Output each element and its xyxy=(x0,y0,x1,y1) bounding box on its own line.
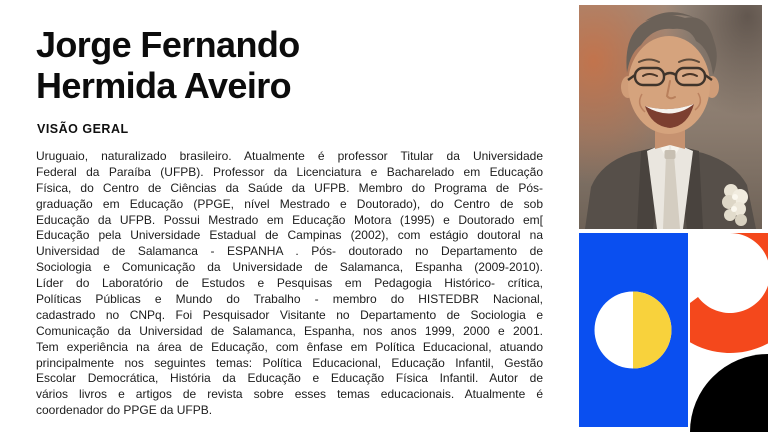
section-heading: VISÃO GERAL xyxy=(37,122,129,136)
bio-line: graduação em Educação (PPGE, nível Mestrado e Doutorado), do Centro de sob xyxy=(36,196,543,211)
bio-line: Sociologia e Comunicação da Universidade de Salamanca, Espanha (2009-2010). xyxy=(36,260,543,275)
bio-line: Física, do Centro de Ciências da Saúde da UFPB. Membro do Programa de Pós- xyxy=(36,180,543,195)
bio-line: Educação da UFPB. Possui Mestrado em Educação Motora (1995) e Doutorado em[ xyxy=(36,212,543,227)
bio-line: Federal da Paraíba (UFPB). Professor da Licenciatura e Bacharelado em Educação xyxy=(36,164,543,179)
decor-black-quarter-circle xyxy=(690,354,768,432)
bio-line: coordenador do PPGE da UFPB. xyxy=(36,403,213,418)
page-title xyxy=(36,24,300,106)
bio-line: Uruguaio, naturalizado brasileiro. Atualmente é professor Titular da Universidade xyxy=(36,149,543,163)
bio-line: cadastrado no CNPq. Foi Pesquisador Visitante no Departamento de Sociologia e xyxy=(36,307,543,322)
decor-shapes xyxy=(560,233,768,432)
profile-photo-illustration xyxy=(579,5,762,229)
bio-paragraph xyxy=(36,149,543,419)
tie-knot xyxy=(665,150,676,159)
bio-line: Escolar Democrática, História da Educação e Educação Física Infantil. Autor de xyxy=(36,371,543,386)
bio-line: vários livros e artigos de revista sobre esses temas educacionais. Atualmente é xyxy=(36,387,543,402)
bio-line: Comunicação da Universidad de Salamanca, Espanha, nos anos 1999, 2000 e 2001. xyxy=(36,323,543,338)
title-line-2: Hermida Aveiro xyxy=(36,65,292,106)
bio-line: Educação pela Universidade Estadual de Campinas (2002), com estágio doutoral na xyxy=(36,228,543,243)
bio-line: principalmente nos seguintes temas: Política Educacional, Educação Infantil, Gestão xyxy=(36,355,543,370)
profile-photo xyxy=(579,5,762,229)
bio-line: Políticas Públicas e Mundo do Trabalho - membro do HISTEDBR Nacional, xyxy=(36,292,543,307)
bio-line: Universidad de Salamanca - ESPANHA . Pós- doutorado no Departamento de xyxy=(36,244,543,259)
title-line-1: Jorge Fernando xyxy=(36,24,300,65)
bio-line: Tem experiência na área de Educação, com ênfase em Política Educacional, atuando xyxy=(36,339,543,354)
bio-line: Líder do Laboratório de Estudos e Pesquisas em Pedagogia Histórico- crítica, xyxy=(36,276,543,291)
